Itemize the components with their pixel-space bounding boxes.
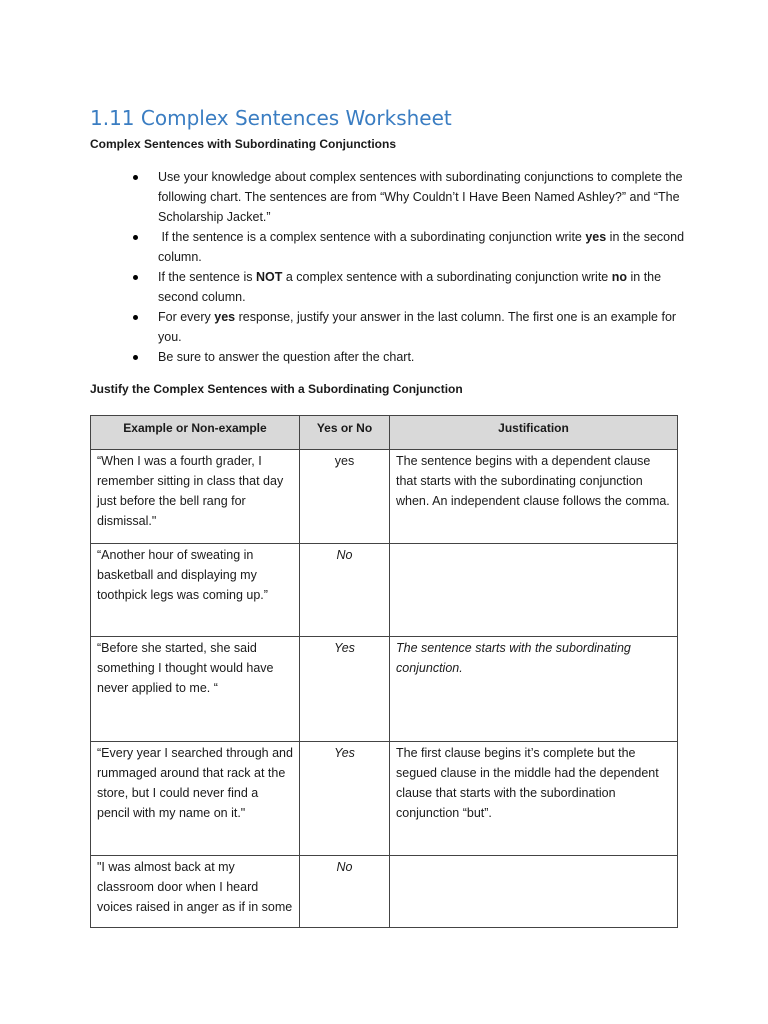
table-heading: Justify the Complex Sentences with a Subordinating Conjunction	[90, 382, 463, 396]
table-row	[91, 544, 678, 637]
answer-cell: yes	[300, 450, 390, 544]
bullet-dot-icon	[133, 315, 138, 320]
justification-cell	[390, 544, 678, 637]
justification-cell	[390, 856, 678, 928]
answer-cell: Yes	[300, 742, 390, 856]
answer-cell: No	[300, 544, 390, 637]
answer-cell: Yes	[300, 637, 390, 742]
bullet-dot-icon	[133, 235, 138, 240]
justification-cell: The first clause begins it’s complete but the segued clause in the middle had the dependent clause that starts with the subordination conjunction “but”.	[390, 742, 678, 856]
example-cell: “Every year I searched through and rummaged around that rack at the store, but I could never find a pencil with my name on it."	[91, 742, 300, 856]
instruction-item: If the sentence is a complex sentence with a subordinating conjunction write yes in the second column.	[130, 227, 690, 267]
table-row	[91, 856, 678, 928]
instruction-item: Use your knowledge about complex sentences with subordinating conjunctions to complete the following chart. The sentences are from “Why Couldn’t I Have Been Named Ashley?” and “The Scholarship Jacket.”	[130, 167, 690, 227]
answer-cell: No	[300, 856, 390, 928]
instruction-item: Be sure to answer the question after the chart.	[130, 347, 690, 367]
example-cell: “Before she started, she said something I thought would have never applied to me. “	[91, 637, 300, 742]
justification-cell: The sentence begins with a dependent clause that starts with the subordinating conjunction when. An independent clause follows the comma.	[390, 450, 678, 544]
table-row	[91, 742, 678, 856]
table-row	[91, 637, 678, 742]
page-title: 1.11 Complex Sentences Worksheet	[90, 106, 452, 130]
instruction-item: For every yes response, justify your answer in the last column. The first one is an example for you.	[130, 307, 690, 347]
subtitle: Complex Sentences with Subordinating Conjunctions	[90, 137, 397, 151]
instructions-list	[130, 167, 690, 367]
table-header-row	[91, 416, 678, 450]
example-cell: “Another hour of sweating in basketball and displaying my toothpick legs was coming up.”	[91, 544, 300, 637]
bullet-dot-icon	[133, 175, 138, 180]
example-cell: "I was almost back at my classroom door when I heard voices raised in anger as if in some	[91, 856, 300, 928]
justification-cell: The sentence starts with the subordinating conjunction.	[390, 637, 678, 742]
justification-table	[90, 415, 678, 928]
bullet-dot-icon	[133, 355, 138, 360]
instruction-item: If the sentence is NOT a complex sentence with a subordinating conjunction write no in the second column.	[130, 267, 690, 307]
header-example: Example or Non-example	[91, 416, 300, 450]
bullet-dot-icon	[133, 275, 138, 280]
table-row	[91, 450, 678, 544]
header-justification: Justification	[390, 416, 678, 450]
header-yes-no: Yes or No	[300, 416, 390, 450]
example-cell: “When I was a fourth grader, I remember sitting in class that day just before the bell rang for dismissal."	[91, 450, 300, 544]
